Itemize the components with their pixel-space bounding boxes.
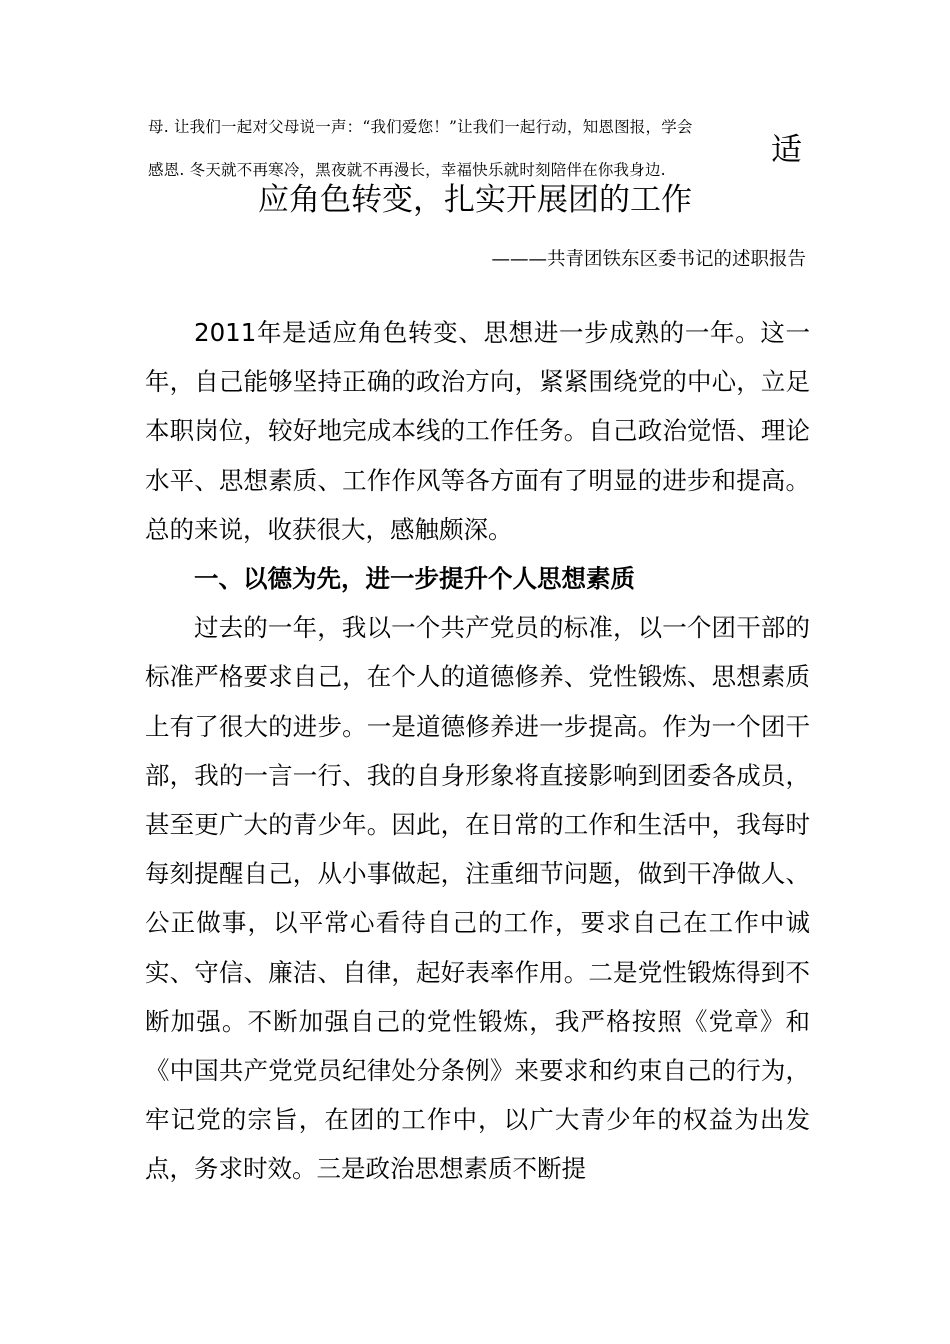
previous-page-line-2: 感恩. 冬天就不再寒冷，黑夜就不再漫长，幸福快乐就时刻陪伴在你我身边. [148,161,666,179]
document-body [145,308,810,1194]
document-title [0,180,950,220]
section-1-paragraph: 过去的一年，我以一个共产党员的标准，以一个团干部的标准严格要求自己，在个人的道德修养、党性锻炼、思想素质上有了很大的进步。一是道德修养进一步提高。作为一个团干部，我的一言一行、我的自身形象将直接影响到团委各成员，甚至更广大的青少年。因此，在日常的工作和生活中，我每时每刻提醒自己，从小事做起，注重细节问题，做到干净做人、公正做事，以平常心看待自己的工作，要求自己在工作中诚实、守信、廉洁、自律，起好表率作用。二是党性锻炼得到不断加强。不断加强自己的党性锻炼，我严格按照《党章》和《中国共产党党员纪律处分条例》来要求和约束自己的行为，牢记党的宗旨，在团的工作中，以广大青少年的权益为出发点，务求时效。三是政治思想素质不断提 [145,613,810,1184]
title-first-char: 适 [771,132,802,168]
title-text: 应角色转变，扎实开展团的工作 [258,182,692,218]
section-1-heading: 一、以德为先，进一步提升个人思想素质 [194,564,635,594]
document-subtitle: ———共青团铁东区委书记的述职报告 [491,249,806,270]
intro-paragraph: 2011年是适应角色转变、思想进一步成熟的一年。这一年，自己能够坚持正确的政治方向，紧紧围绕党的中心，立足本职岗位，较好地完成本线的工作任务。自己政治觉悟、理论水平、思想素质、工作作风等各方面有了明显的进步和提高。总的来说，收获很大，感触颇深。 [145,318,810,544]
previous-page-line-1: 母. 让我们一起对父母说一声：“我们爱您！”让我们一起行动，知恩图报，学会 [148,118,693,136]
